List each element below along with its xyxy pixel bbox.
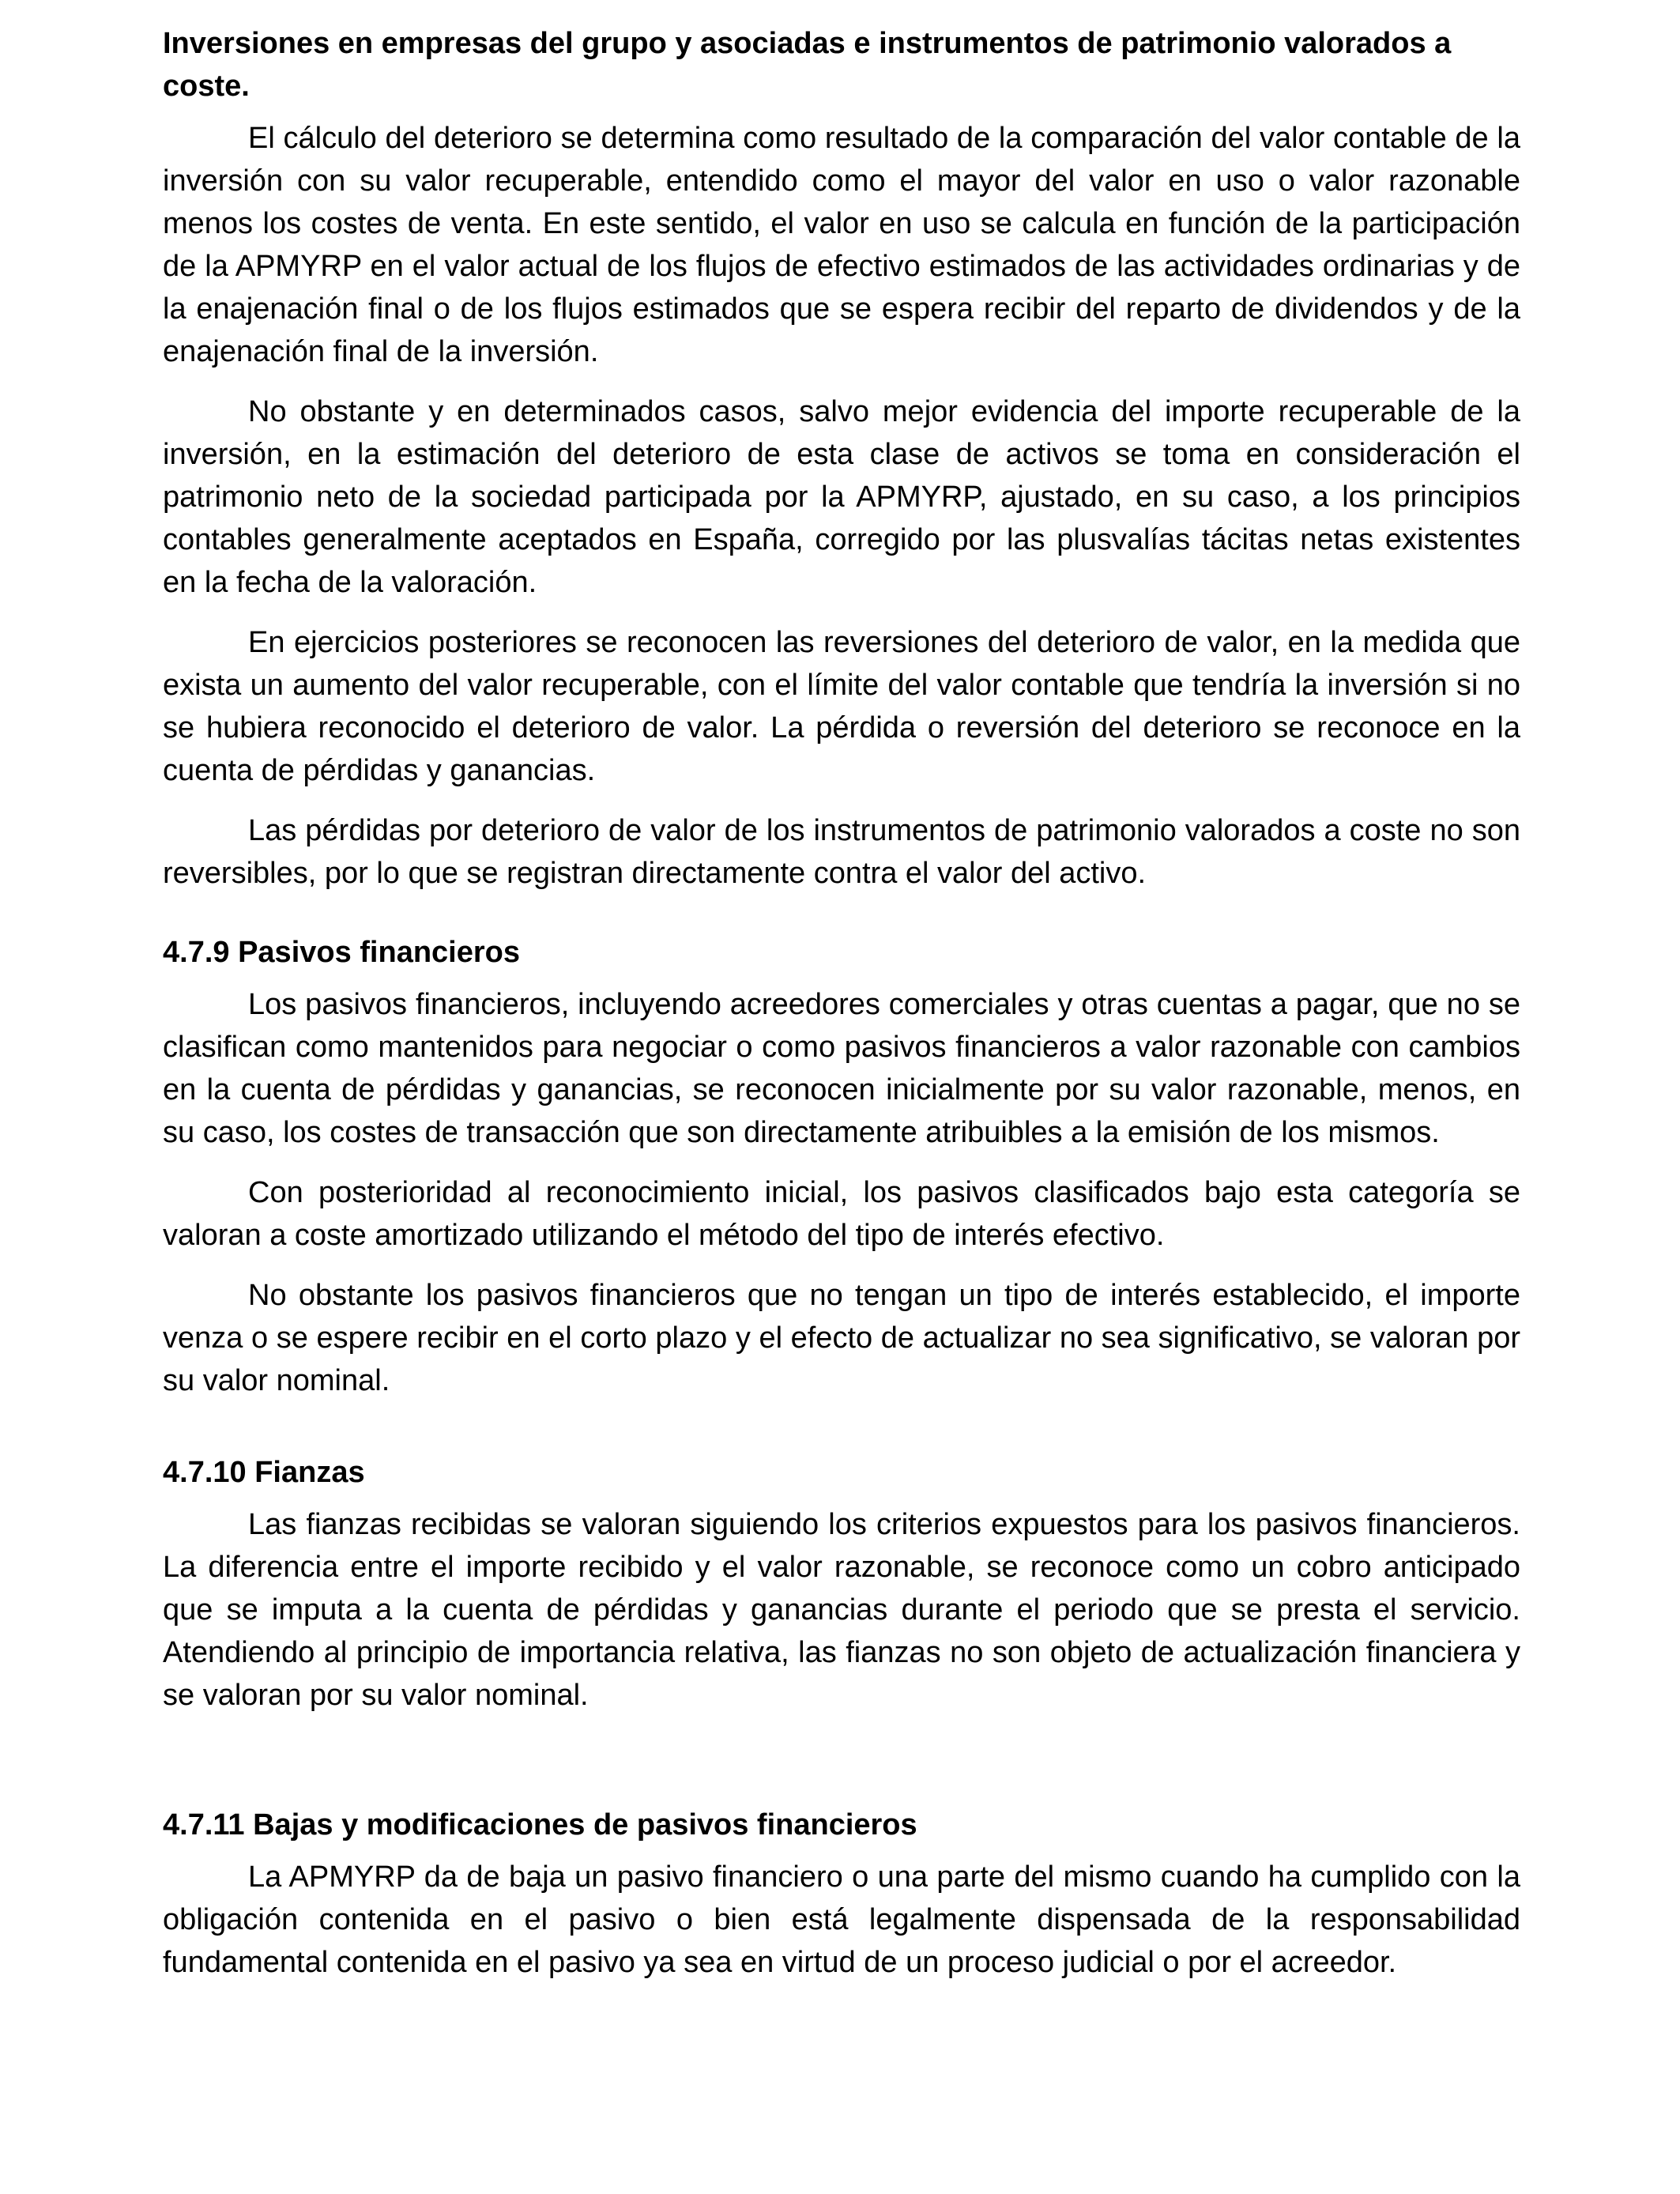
section-heading-bajas-pasivos: 4.7.11 Bajas y modificaciones de pasivos financieros <box>163 1808 917 1842</box>
section-heading-inversiones: Inversiones en empresas del grupo y asociadas e instrumentos de patrimonio valorados a coste. <box>163 27 1452 103</box>
document-page <box>163 22 1520 1984</box>
paragraph: No obstante y en determinados casos, salvo mejor evidencia del importe recuperable de la inversión, en la estimación del deterioro de esta clase de activos se toma en consideración el patrimonio neto de la sociedad participada por la APMYRP, ajustado, en su caso, a los principios contables generalmente aceptados en España, corregido por las plusvalías tácitas netas existentes en la fecha de la valoración. <box>163 395 1520 599</box>
paragraph: La APMYRP da de baja un pasivo financiero o una parte del mismo cuando ha cumplido con la obligación contenida en el pasivo o bien está legalmente dispensada de la responsabilidad fundamental contenida en el pasivo ya sea en virtud de un proceso judicial o por el acreedor. <box>163 1860 1520 1979</box>
section-heading-pasivos-financieros: 4.7.9 Pasivos financieros <box>163 936 521 969</box>
paragraph: El cálculo del deterioro se determina como resultado de la comparación del valor contable de la inversión con su valor recuperable, entendido como el mayor del valor en uso o valor razonable menos los costes de venta. En este sentido, el valor en uso se calcula en función de la participación de la APMYRP en el valor actual de los flujos de efectivo estimados de las actividades ordinarias y de la enajenación final o de los flujos estimados que se espera recibir del reparto de dividendos y de la enajenación final de la inversión. <box>163 122 1520 368</box>
paragraph: Las fianzas recibidas se valoran siguiendo los criterios expuestos para los pasivos financieros. La diferencia entre el importe recibido y el valor razonable, se reconoce como un cobro anticipado que se imputa a la cuenta de pérdidas y ganancias durante el periodo que se presta el servicio. Atendiendo al principio de importancia relativa, las fianzas no son objeto de actualización financiera y se valoran por su valor nominal. <box>163 1508 1520 1712</box>
paragraph: No obstante los pasivos financieros que no tengan un tipo de interés establecido, el importe venza o se espere recibir en el corto plazo y el efecto de actualizar no sea significativo, se valoran por su valor nominal. <box>163 1279 1520 1397</box>
paragraph: Con posterioridad al reconocimiento inicial, los pasivos clasificados bajo esta categoría se valoran a coste amortizado utilizando el método del tipo de interés efectivo. <box>163 1176 1520 1252</box>
paragraph: Los pasivos financieros, incluyendo acreedores comerciales y otras cuentas a pagar, que no se clasifican como mantenidos para negociar o como pasivos financieros a valor razonable con cambios en la cuenta de pérdidas y ganancias, se reconocen inicialmente por su valor razonable, menos, en su caso, los costes de transacción que son directamente atribuibles a la emisión de los mismos. <box>163 988 1520 1149</box>
paragraph: En ejercicios posteriores se reconocen las reversiones del deterioro de valor, en la medida que exista un aumento del valor recuperable, con el límite del valor contable que tendría la inversión si no se hubiera reconocido el deterioro de valor. La pérdida o reversión del deterioro se reconoce en la cuenta de pérdidas y ganancias. <box>163 626 1520 787</box>
paragraph: Las pérdidas por deterioro de valor de los instrumentos de patrimonio valorados a coste no son reversibles, por lo que se registran directamente contra el valor del activo. <box>163 814 1520 890</box>
section-heading-fianzas: 4.7.10 Fianzas <box>163 1456 365 1489</box>
